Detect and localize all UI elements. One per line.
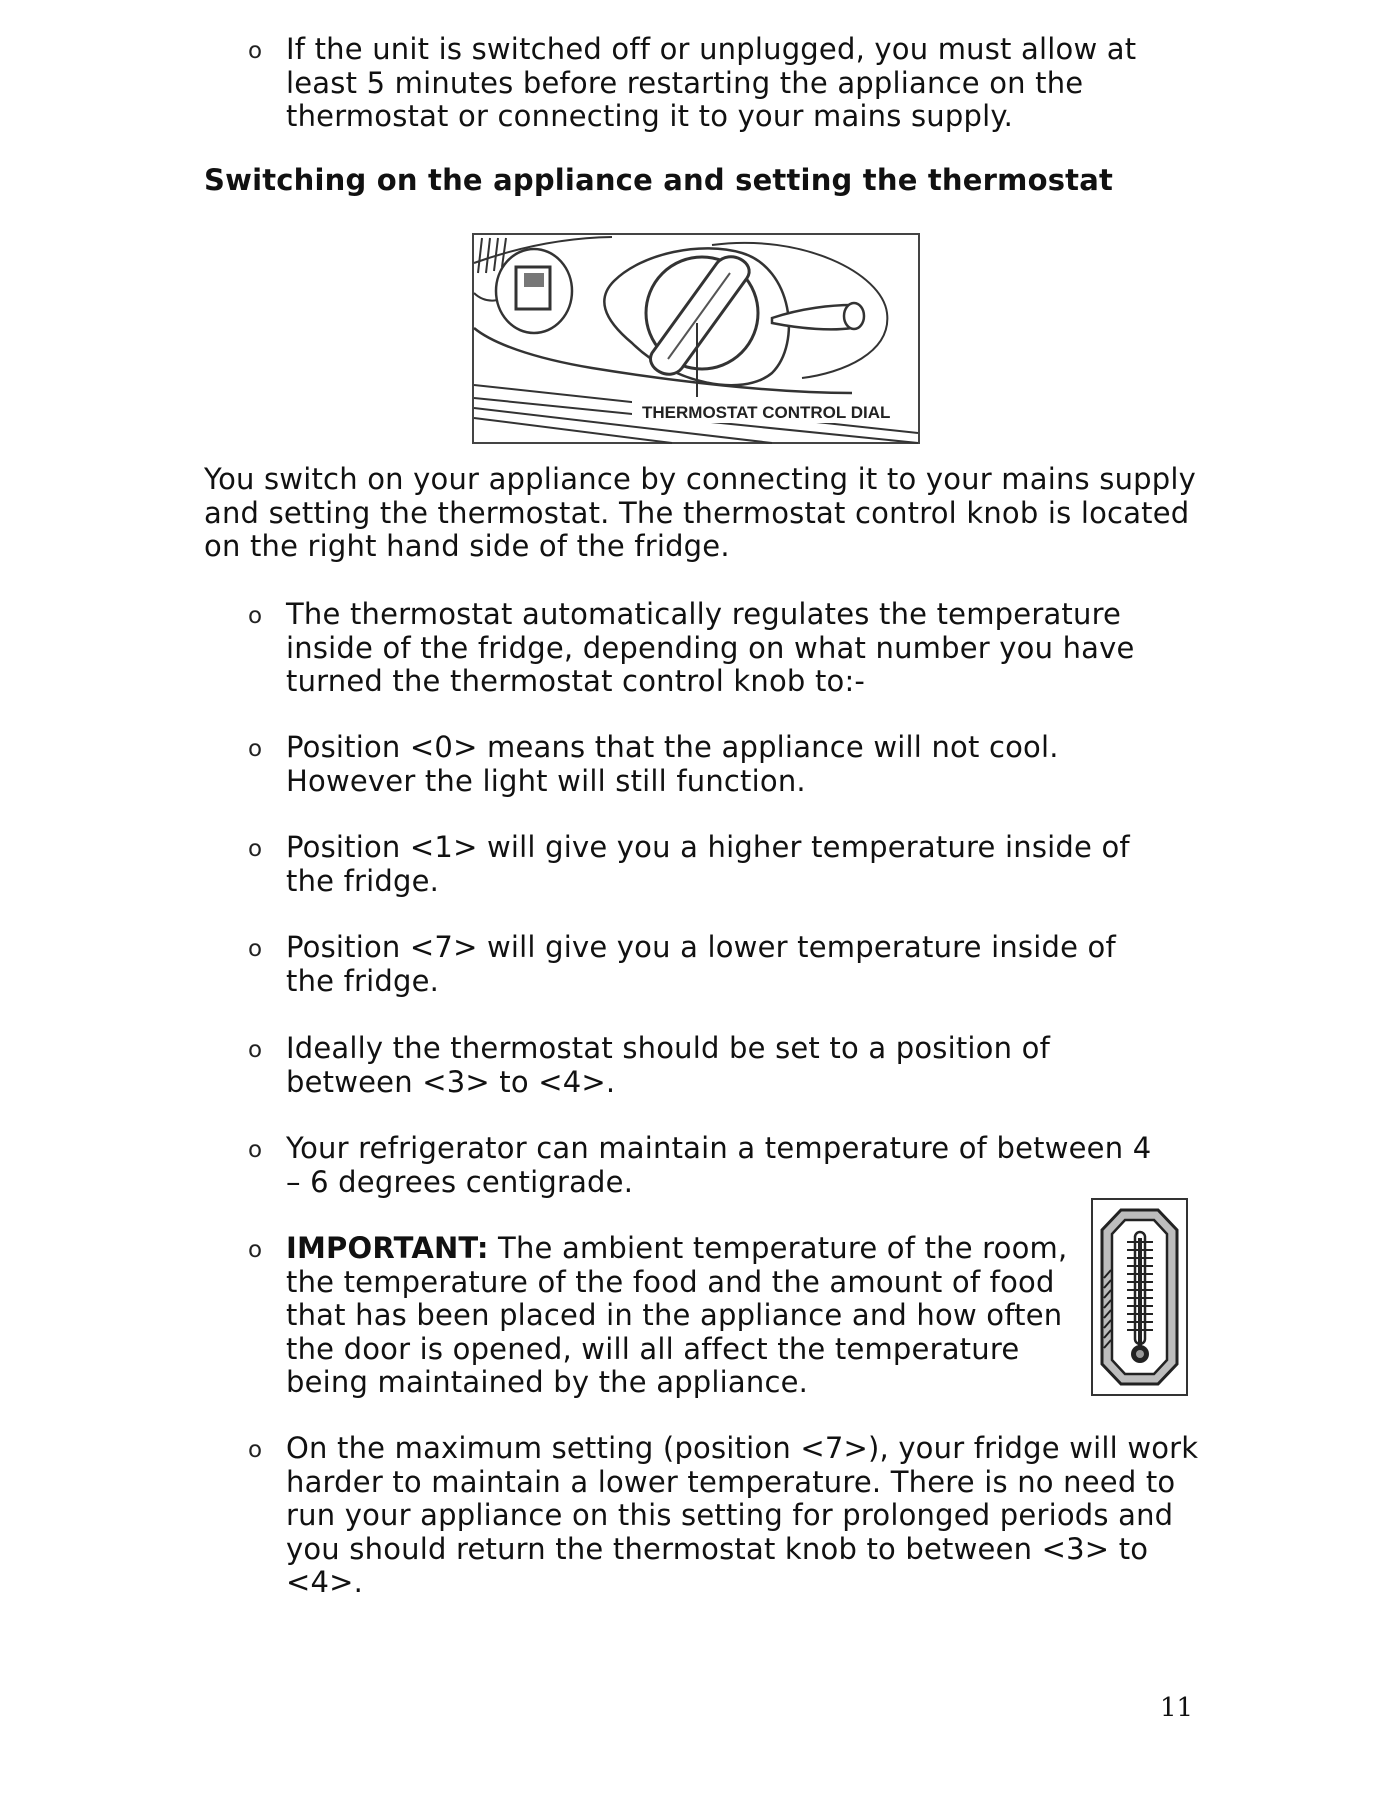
bullet-marker: o (248, 1037, 263, 1063)
thermometer-icon (1091, 1198, 1188, 1396)
list-item: Position <0> means that the appliance will not cool. However the light will still function. (286, 730, 1059, 798)
page-number: 11 (1160, 1693, 1194, 1723)
section-heading: Switching on the appliance and setting the thermostat (204, 163, 1114, 197)
bullet-marker: o (248, 836, 263, 862)
list-item: Position <1> will give you a higher temperature inside of the fridge. (286, 830, 1130, 898)
bullet-marker: o (248, 1437, 263, 1463)
bullet-marker: o (248, 936, 263, 962)
list-item-restart-delay: If the unit is switched off or unplugged, you must allow at least 5 minutes before restarting the appliance on the thermostat or connecting it to your mains supply. (286, 32, 1137, 133)
dial-caption: THERMOSTAT CONTROL DIAL (642, 403, 891, 422)
list-item-max-setting: On the maximum setting (position <7>), your fridge will work harder to maintain a lower temperature. There is no need to run your appliance on this setting for prolonged periods and you should return the thermostat knob to between <3> to <4>. (286, 1431, 1199, 1599)
thermostat-dial-figure (472, 233, 920, 444)
list-item: The thermostat automatically regulates the temperature inside of the fridge, depending on what number you have turned the thermostat control knob to:- (286, 597, 1135, 698)
list-item: Your refrigerator can maintain a temperature of between 4 – 6 degrees centigrade. (286, 1131, 1152, 1199)
important-text: The ambient temperature of the room, the temperature of the food and the amount of food that has been placed in the appliance and how often the door is opened, will all affect the temperature being maintained by the appliance. (286, 1231, 1068, 1399)
bullet-marker: o (248, 603, 263, 629)
important-label: IMPORTANT: (286, 1231, 489, 1265)
list-item-important (286, 1232, 1076, 1400)
bullet-marker: o (248, 1137, 263, 1163)
list-item: Position <7> will give you a lower temperature inside of the fridge. (286, 930, 1116, 998)
bullet-marker: o (248, 1237, 263, 1263)
intro-paragraph: You switch on your appliance by connecting it to your mains supply and setting the thermostat. The thermostat control knob is located on the right hand side of the fridge. (204, 462, 1196, 563)
bullet-marker: o (248, 38, 263, 64)
bullet-marker: o (248, 736, 263, 762)
list-item: Ideally the thermostat should be set to a position of between <3> to <4>. (286, 1031, 1050, 1099)
